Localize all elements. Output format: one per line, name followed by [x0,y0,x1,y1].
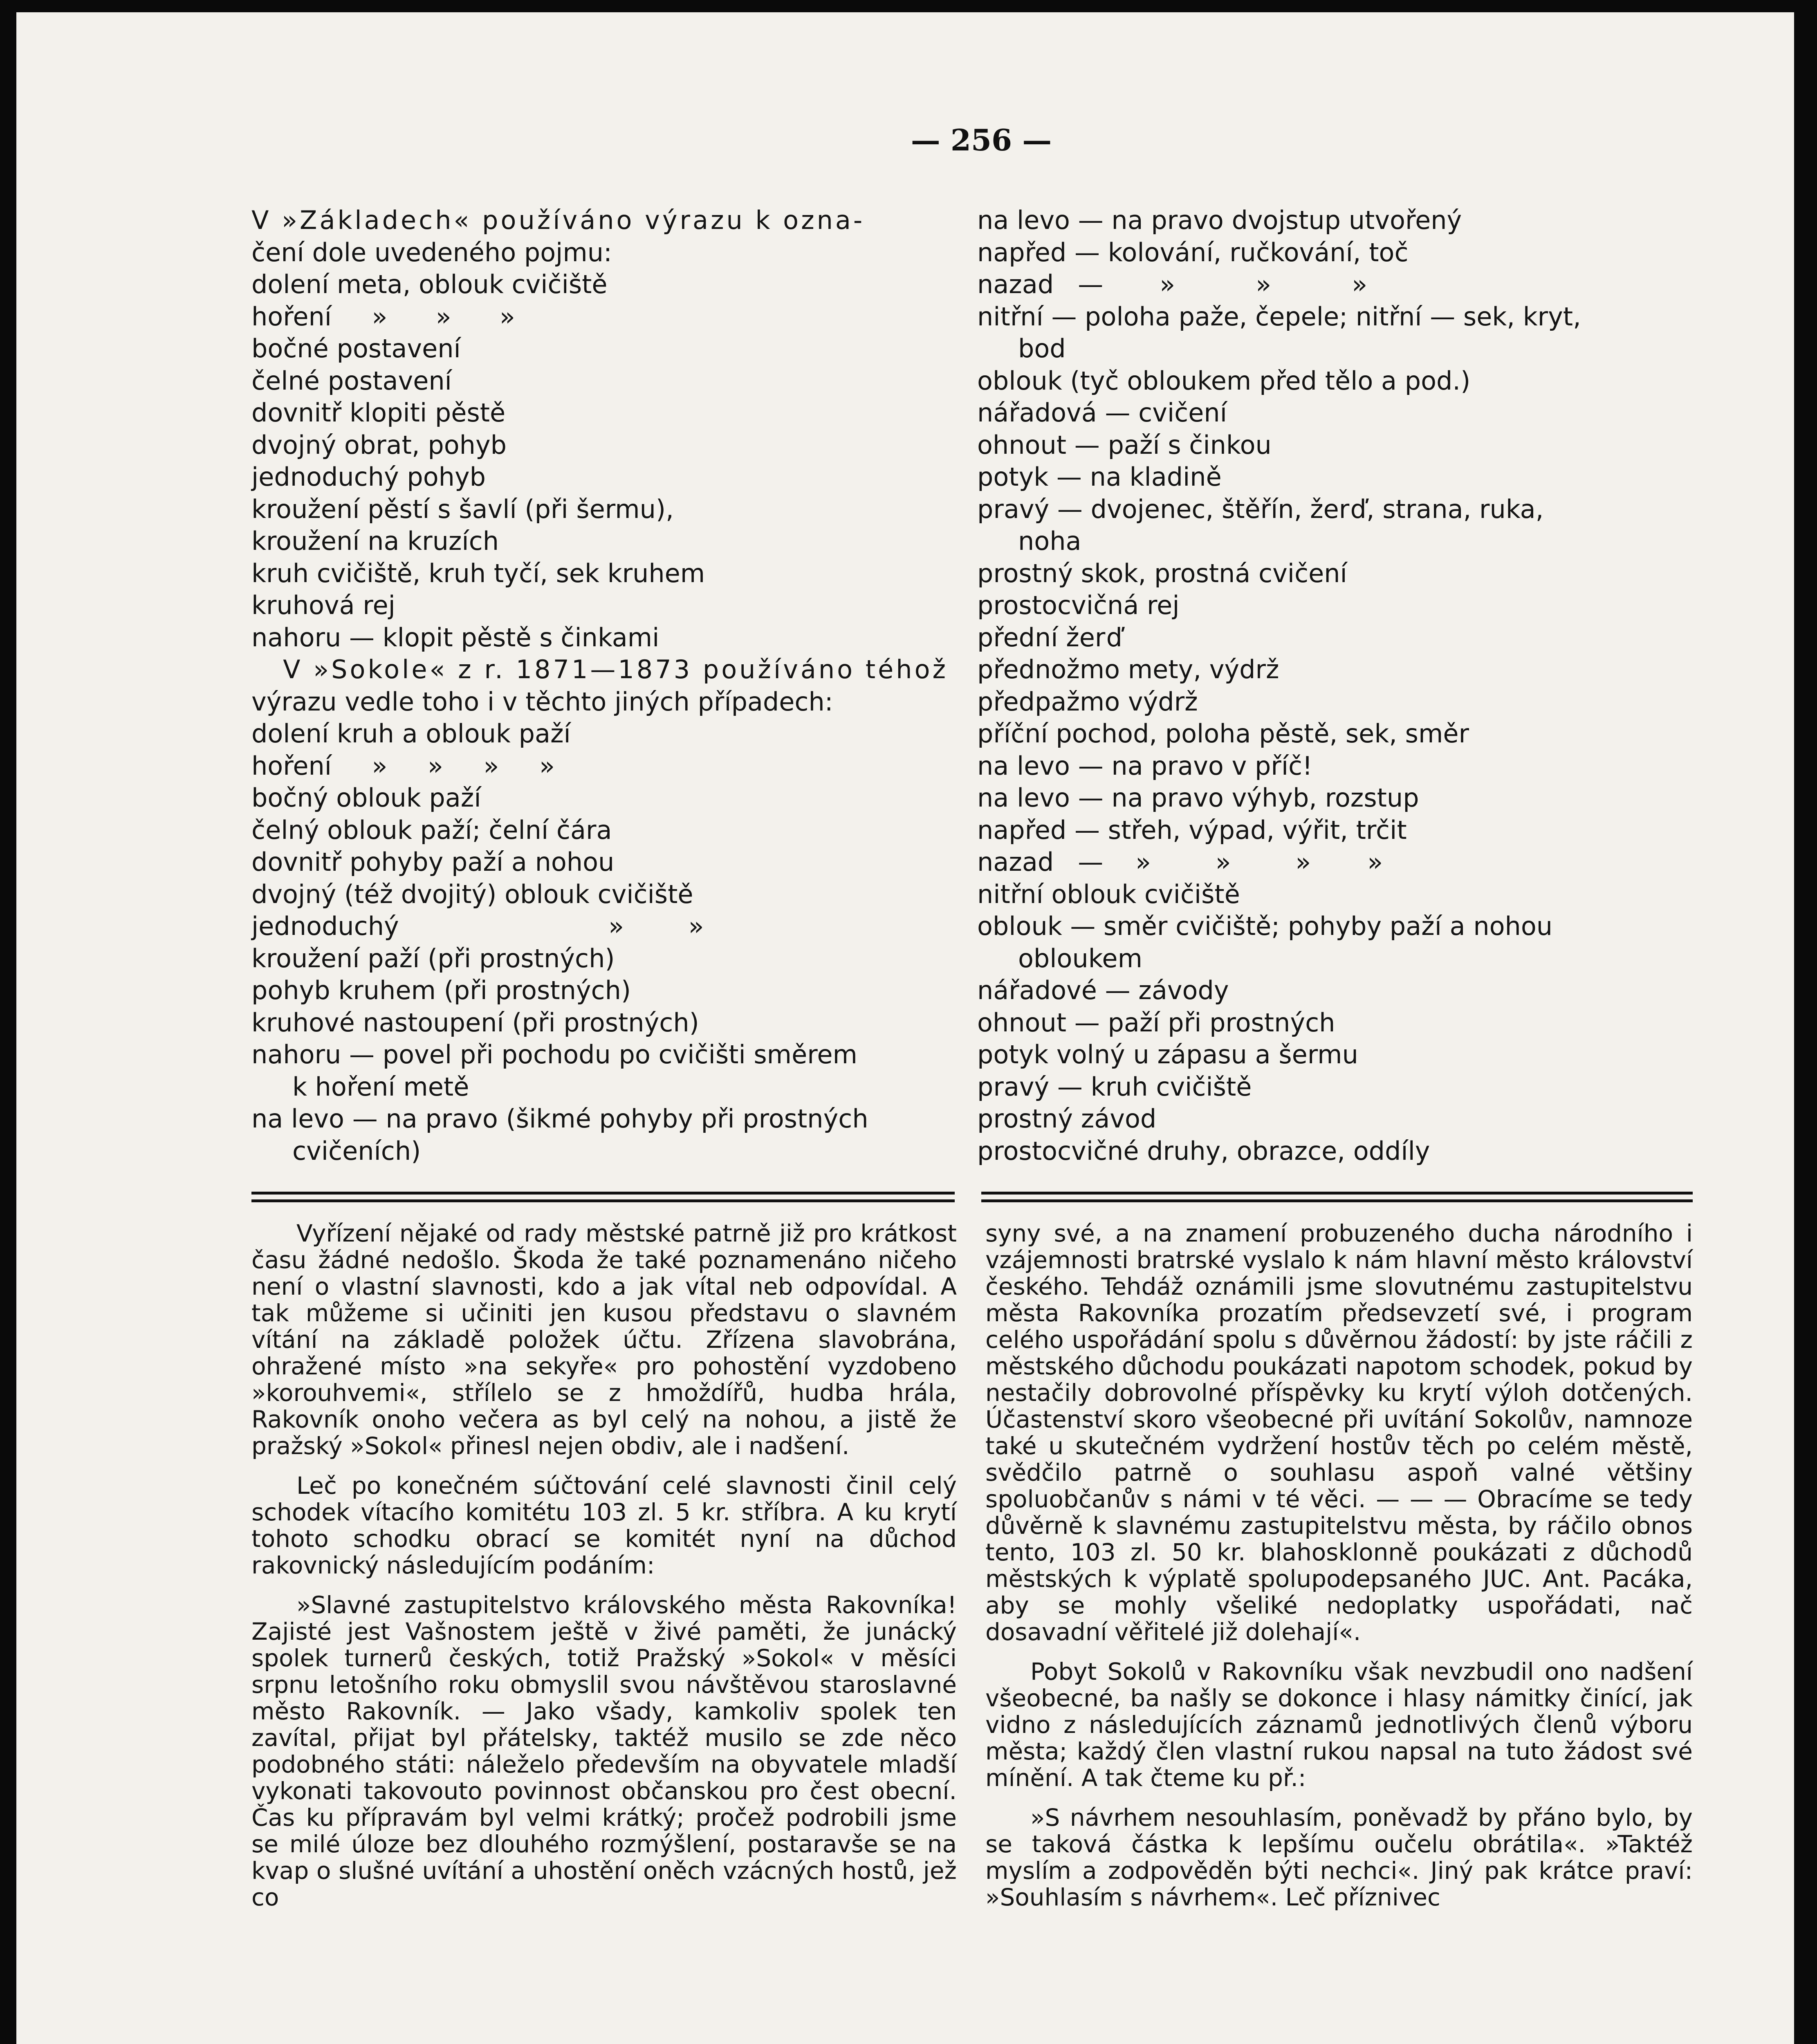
glossary-line: dolení kruh a oblouk paží [251,719,571,749]
glossary-line: nitřní — poloha paže, čepele; nitřní — sek, kryt, [977,301,1581,332]
glossary-line: V »Základech« používáno výrazu k ozna- [251,205,865,235]
glossary-line: napřed — střeh, výpad, výřit, trčit [977,815,1407,845]
page-number: — 256 — [911,123,1052,157]
glossary-line: napřed — kolování, ručkování, toč [977,237,1409,267]
glossary-line: nazad — » » » [977,269,1368,299]
glossary-line: ohnout — paží s činkou [977,430,1272,460]
glossary-line: předpažmo výdrž [977,686,1198,717]
scanned-page [16,12,1794,2044]
glossary-line: prostocvičná rej [977,590,1180,620]
glossary-line: přední žerď [977,622,1122,652]
glossary-line: na levo — na pravo výhyb, rozstup [977,783,1419,813]
prose-left-column [251,1220,957,1924]
glossary-line: čení dole uvedeného pojmu: [251,237,612,267]
glossary-line: dvojný obrat, pohyb [251,430,507,460]
glossary-line: nitřní oblouk cvičiště [977,879,1240,909]
glossary-line: hoření » » » » [251,751,555,781]
glossary-line: bočný oblouk paží [251,783,481,813]
glossary-line: hoření » » » [251,301,515,332]
glossary-line: dovnitř klopiti pěstě [251,398,506,428]
glossary-line: oblouk (tyč obloukem před tělo a pod.) [977,365,1471,396]
glossary-line: nářadová — cvičení [977,398,1227,428]
glossary-line: pohyb kruhem (při prostných) [251,975,631,1005]
glossary-line: jednoduchý pohyb [251,462,486,492]
double-rule-right [981,1192,1693,1202]
glossary-line: pravý — kruh cvičiště [977,1071,1252,1102]
glossary-line: nahoru — povel při pochodu po cvičišti směrem [251,1040,857,1069]
glossary-line: bočné postavení [251,334,461,363]
glossary-line: oblouk — směr cvičiště; pohyby paží a nohou [977,911,1553,941]
glossary-line: potyk — na kladině [977,462,1222,492]
double-rule-left [251,1192,955,1202]
glossary-line: kruhová rej [251,590,395,620]
glossary-line: prostocvičné druhy, obrazce, oddíly [977,1136,1430,1166]
glossary-line: kroužení paží (při prostných) [251,943,615,973]
paragraph: »S návrhem nesouhlasím, poněvadž by přáno bylo, by se taková částka k lepšímu oučelu obrátila«. »Taktéž myslím a zodpověděn býti nechci«. Jiný pak krátce praví: »Souhlasím s návrhem«. Leč příznivec [985,1804,1693,1911]
glossary-line: čelné postavení [251,365,452,396]
glossary-line: noha [1018,526,1081,556]
glossary-line: kruhové nastoupení (při prostných) [251,1007,699,1038]
glossary-line: kruh cvičiště, kruh tyčí, sek kruhem [251,558,705,588]
paragraph: Leč po konečném súčtování celé slavnosti činil celý schodek vítacího komitétu 103 zl. 5 kr. stříbra. A ku krytí tohoto schodku obrací se komitét nyní na důchod rakovnický následujícím podáním: [251,1472,957,1579]
glossary-line: na levo — na pravo (šikmé pohyby při prostných [251,1104,868,1134]
paragraph: »Slavné zastupitelstvo královského města Rakovníka! Zajisté jest Vašnostem ještě v živé paměti, že junácký spolek turnerů českých, totiž Pražský »Sokol« v měsíci srpnu letošního roku obmyslil svou návštěvou staroslavné město Rakovník. — Jako všady, kamkoliv spolek ten zavítal, přijat byl přátelsky, taktéž musilo se zde něco podobného státi: náleželo především na obyvatele mladší vykonati takovouto povinnost občanskou pro čest obecní. Čas ku přípravám byl velmi krátký; pročež podrobili jsme se milé úloze bez dlouhého rozmýšlení, postaravše se na kvap o slušné uvítání a uhostění oněch vzácných hostů, jež co [251,1591,957,1911]
glossary-line: na levo — na pravo v příč! [977,751,1312,781]
glossary-line: ohnout — paží při prostných [977,1007,1335,1038]
glossary-line: nářadové — závody [977,975,1229,1005]
glossary-line: pravý — dvojenec, štěřín, žerď, strana, ruka, [977,494,1544,524]
glossary-line: na levo — na pravo dvojstup utvořený [977,205,1462,235]
glossary-line: prostný závod [977,1104,1157,1134]
glossary-line: výrazu vedle toho i v těchto jiných případech: [251,686,833,717]
glossary-line: prostný skok, prostná cvičení [977,558,1347,588]
glossary-left-column [251,204,971,1167]
paragraph: Pobyt Sokolů v Rakovníku však nevzbudil ono nadšení všeobecné, ba našly se dokonce i hlasy námitky činící, jak vidno z následujících záznamů jednotlivých členů výboru města; každý člen vlastní rukou napsal na tuto žádost své mínění. A tak čteme ku př.: [985,1658,1693,1792]
glossary-line: jednoduchý » » [251,911,704,941]
glossary-line: čelný oblouk paží; čelní čára [251,815,612,845]
glossary-line: dolení meta, oblouk cvičiště [251,269,608,299]
glossary-line: dovnitř pohyby paží a nohou [251,847,615,877]
paragraph: syny své, a na znamení probuzeného ducha národního i vzájemnosti bratrské vyslalo k nám hlavní město království českého. Tehdáž oznámili jsme slovutnému zastupitelstvu města Rakovníka prozatím předsevzetí své, i program celého uspořádání spolu s důvěrnou žádostí: by jste ráčili z městského důchodu poukázati napotom schodek, pokud by nestačily dobrovolné příspěvky ku krytí výloh dotčených. Účastenství skoro všeobecné při uvítání Sokolův, namnoze také u skutečném vydržení hostův těch po celém městě, svědčilo patrně o souhlasu aspoň valné většiny spoluobčanův s námi v té věci. — — — Obracíme se tedy důvěrně k slavnému zastupitelstvu města, by ráčilo obnos tento, 103 zl. 50 kr. blahosklonně poukázati z důchodů městských k výplatě spolupodepsaného JUC. Ant. Pacáka, aby se mohly všeliké nedoplatky uspořádati, nač dosavadní věřitelé již dolehají«. [985,1219,1693,1646]
prose-right-column [985,1220,1693,1924]
glossary-line: V »Sokole« z r. 1871—1873 používáno téhož [251,654,949,684]
glossary-line: kroužení pěstí s šavlí (při šermu), [251,494,674,524]
glossary-line: kroužení na kruzích [251,526,499,556]
glossary-line: nahoru — klopit pěstě s činkami [251,622,660,652]
paragraph: Vyřízení nějaké od rady městské patrně již pro krátkost času žádné nedošlo. Škoda že také poznamenáno ničeho není o vlastní slavnosti, kdo a jak vítal neb odpovídal. A tak můžeme si učiniti jen kusou představu o slavném vítání na základě položek účtu. Zřízena slavobrána, ohražené místo »na sekyře« pro pohostění vyzdobeno »korouhvemi«, střílelo se z hmoždířů, hudba hrála, Rakovník onoho večera as byl celý na nohou, a jistě že pražský »Sokol« přinesl nejen obdiv, ale i nadšení. [251,1219,957,1460]
glossary-line: nazad — » » » » [977,847,1383,877]
glossary-line: k hoření metě [292,1071,469,1102]
glossary-right-column [977,204,1693,1167]
glossary-line: obloukem [1018,943,1142,973]
glossary-line: přednožmo mety, výdrž [977,654,1279,684]
glossary-line: příční pochod, poloha pěstě, sek, směr [977,719,1469,749]
glossary-line: dvojný (též dvojitý) oblouk cvičiště [251,879,693,909]
glossary-line: cvičeních) [292,1136,421,1166]
glossary-line: bod [1018,334,1066,363]
glossary-line: potyk volný u zápasu a šermu [977,1040,1358,1069]
